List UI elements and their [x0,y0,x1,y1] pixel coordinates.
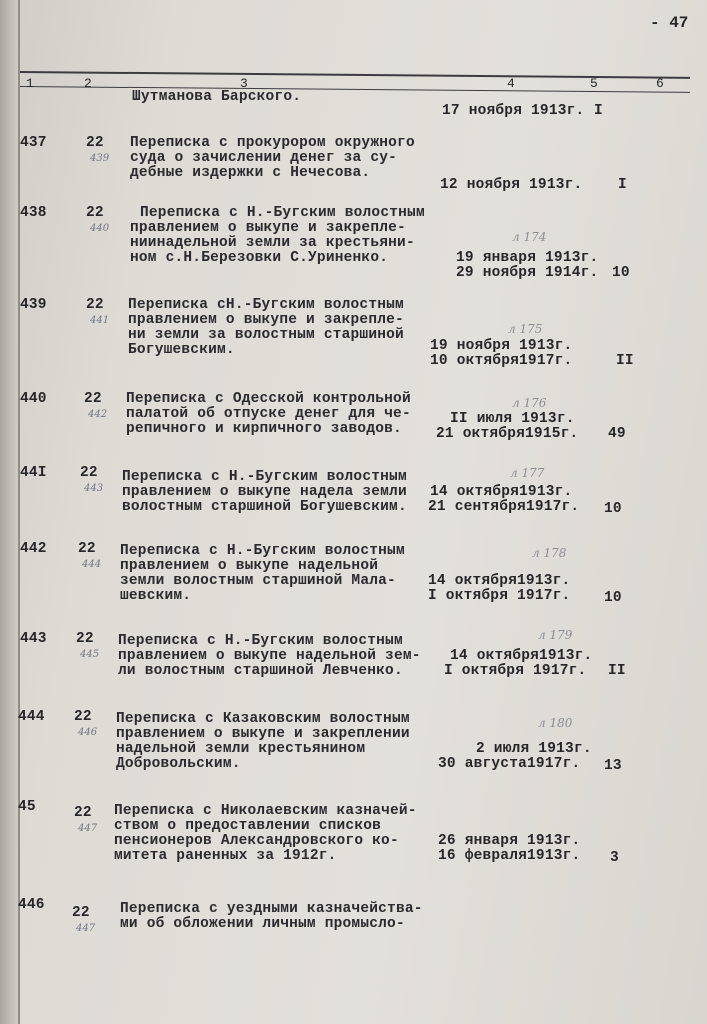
entry-description-line: ми об обложении личным промысло- [120,916,405,932]
entry-dates: 14 октября1913г. [450,648,593,664]
entry-description-line: правлением о выкупе и закрепле- [130,220,406,236]
entry-number: 44I [20,465,47,481]
entry-dates: 16 февраля1913г. [438,848,581,864]
entry-handwritten-number: 442 [88,409,108,420]
entry-dates: 29 ноября 1914г. [456,265,599,281]
entry-description-line: Переписка с Н.-Бугским волостным [120,543,405,559]
entry-number: 442 [20,541,47,557]
entry-handwritten-number: 447 [76,923,96,934]
entry-number: 444 [18,709,45,725]
entry-dates: 14 октября1913г. [428,573,571,589]
column-header-3: 3 [240,76,248,91]
entry-count: 10 [612,265,630,281]
entry-number: 438 [20,205,47,221]
entry-description-line: ном с.Н.Березовки С.Уриненко. [130,250,389,266]
entry-handwritten-number: 446 [78,727,98,738]
entry-description-line: Переписка с уездными казначейства- [120,901,423,917]
entry-handwritten-number: 439 [90,153,110,164]
entry-pencil-sheet: л 179 [538,628,573,642]
entry-pencil-sheet: л 175 [508,322,543,336]
entry-description-line: Переписка с Н.-Бугским волостным [140,205,425,221]
entry-description-line: Переписка с Н.-Бугским волостным [122,469,407,485]
entry-description-line: митета раненных за 1912г. [114,848,337,864]
column-header-2: 2 [84,76,92,91]
entry-description-line: правлением о выкупе надельной [120,558,379,574]
column-header-4: 4 [507,76,515,91]
entry-count: 10 [604,590,622,606]
entry-dates: 19 ноября 1913г. [430,338,573,354]
continuation-dates: 17 ноября 1913г. [442,103,585,119]
entry-dates: 21 сентября1917г. [428,499,580,515]
entry-dates: 30 августа1917г. [438,756,581,772]
entry-count: 13 [604,758,622,774]
entry-dates: 19 января 1913г. [456,250,599,266]
entry-count: I [618,177,627,193]
entry-pencil-sheet: л 176 [512,396,547,410]
column-header-6: 6 [656,76,664,91]
entry-description-line: ли волостным старшиной Левченко. [118,663,403,679]
entry-fond: 22 [78,541,96,557]
entry-fond: 22 [86,135,104,151]
entry-description-line: ниинадельной земли за крестьяни- [130,235,415,251]
entry-number: 45 [18,799,36,815]
continuation-description: Шутманова Барского. [132,89,302,105]
entry-description-line: Переписка с Одесской контрольной [126,391,411,407]
entry-count: 3 [610,850,619,866]
entry-number: 437 [20,135,47,151]
entry-fond: 22 [80,465,98,481]
entry-number: 439 [20,297,47,313]
entry-description-line: правлением о выкупе и закреплении [116,726,410,742]
entry-fond: 22 [74,709,92,725]
page-number: - 47 [650,14,689,32]
entry-count: 49 [608,426,626,442]
entry-fond: 22 [86,297,104,313]
entry-handwritten-number: 441 [90,315,110,326]
column-header-5: 5 [590,76,598,91]
binding-shadow [0,0,20,1024]
entry-handwritten-number: 447 [78,823,98,834]
entry-description-line: шевским. [120,588,192,604]
entry-count: II [608,663,626,679]
entry-description-line: земли волостным старшиной Мала- [120,573,396,589]
entry-pencil-sheet: л 174 [512,230,547,244]
entry-fond: 22 [72,905,90,921]
entry-dates: 14 октября1913г. [430,484,573,500]
entry-dates: II июля 1913г. [450,411,575,427]
entry-fond: 22 [74,805,92,821]
entry-description-line: репичного и кирпичного заводов. [126,421,402,437]
entry-dates: I октября 1917г. [428,588,571,604]
entry-dates: 12 ноября 1913г. [440,177,583,193]
entry-description-line: суда о зачислении денег за су- [130,150,398,166]
entry-number: 440 [20,391,47,407]
entry-description-line: Переписка сН.-Бугским волостным [128,297,404,313]
entry-dates: 21 октября1915г. [436,426,579,442]
entry-dates: 2 июля 1913г. [476,741,592,757]
entry-fond: 22 [86,205,104,221]
entry-description-line: ством о предоставлении списков [114,818,382,834]
entry-description-line: правлением о выкупе надельной зем- [118,648,421,664]
entry-pencil-sheet: л 177 [510,466,545,480]
entry-description-line: Переписка с прокурором окружного [130,135,415,151]
entry-number: 443 [20,631,47,647]
entry-description-line: правлением о выкупе надела земли [122,484,407,500]
entry-count: II [616,353,634,369]
entry-dates: 26 января 1913г. [438,833,581,849]
entry-description-line: пенсионеров Александровского ко- [114,833,399,849]
entry-handwritten-number: 445 [80,649,100,660]
entry-pencil-sheet: л 180 [538,716,573,730]
entry-description-line: ни земли за волостным старшиной [128,327,404,343]
entry-handwritten-number: 443 [84,483,104,494]
entry-description-line: Богушевским. [128,342,235,358]
entry-pencil-sheet: л 178 [532,546,567,560]
continuation-count: I [594,103,603,119]
entry-fond: 22 [76,631,94,647]
entry-description-line: палатой об отпуске денег для че- [126,406,411,422]
entry-description-line: волостным старшиной Богушевским. [122,499,407,515]
entry-number: 446 [18,897,45,913]
binding-edge [18,0,20,1024]
entry-description-line: Добровольским. [116,756,241,772]
entry-description-line: Переписка с Николаевским казначей- [114,803,417,819]
entry-description-line: дебные издержки с Нечесова. [130,165,371,181]
entry-description-line: Переписка с Казаковским волостным [116,711,410,727]
column-header-1: 1 [26,76,34,91]
entry-dates: 10 октября1917г. [430,353,573,369]
entry-description-line: надельной земли крестьянином [116,741,366,757]
entry-handwritten-number: 444 [82,559,102,570]
entry-dates: I октября 1917г. [444,663,587,679]
entry-fond: 22 [84,391,102,407]
entry-description-line: Переписка с Н.-Бугским волостным [118,633,403,649]
entry-description-line: правлением о выкупе и закрепле- [128,312,404,328]
entry-handwritten-number: 440 [90,223,110,234]
entry-count: 10 [604,501,622,517]
